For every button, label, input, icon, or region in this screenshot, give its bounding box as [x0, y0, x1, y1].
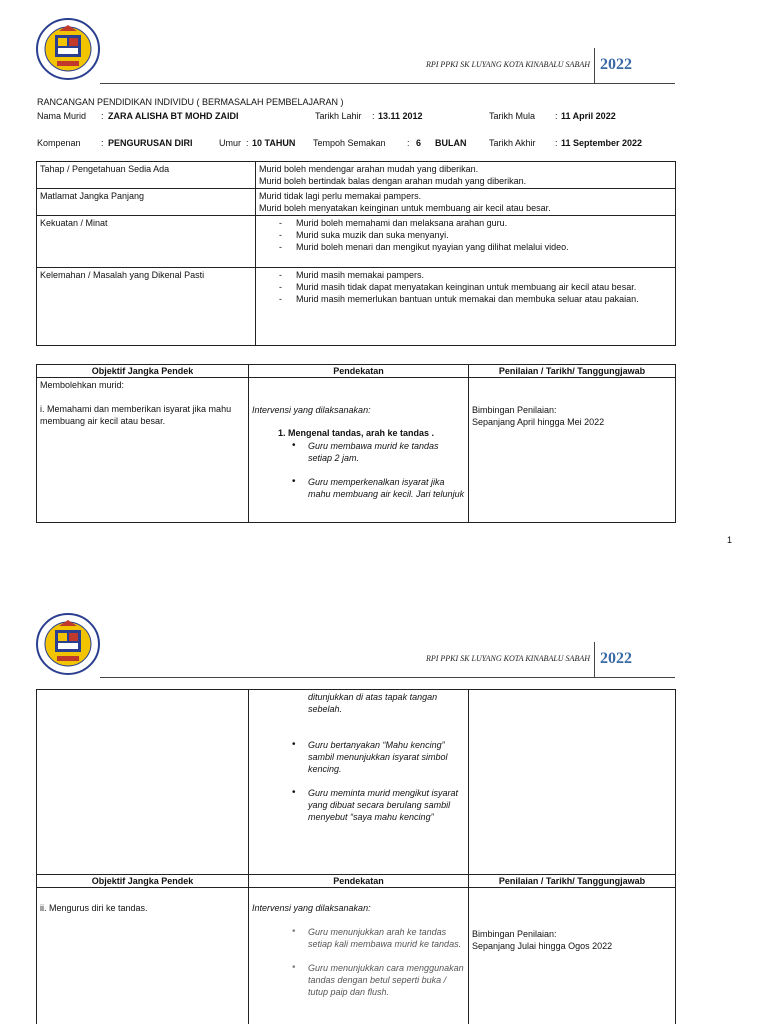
header-rule [100, 83, 675, 84]
nama-label: Nama Murid [37, 111, 87, 121]
tempoh-unit: BULAN [435, 138, 467, 148]
col-header-penilaian: Penilaian / Tarikh/ Tanggungjawab [469, 365, 676, 378]
nama-value: ZARA ALISHA BT MOHD ZAIDI [108, 111, 239, 121]
list-item: - Murid masih tidak dapat menyatakan keinginan untuk membuang air kecil atau besar. [259, 281, 672, 293]
school-name: RPI PPKI SK LUYANG KOTA KINABALU SABAH [425, 654, 590, 663]
bullet-continuation: ditunjukkan di atas tapak tangan sebelah. [308, 692, 438, 714]
profile-line: Murid boleh menyatakan keinginan untuk membuang air kecil atau besar. [259, 203, 551, 213]
list-item: - Murid boleh menari dan mengikut nyayian yang dilihat melalui video. [259, 241, 672, 253]
profile-label: Kekuatan / Minat [37, 216, 256, 268]
profile-label: Matlamat Jangka Panjang [37, 189, 256, 216]
penilaian-cell [469, 690, 676, 875]
plan-table-1 [36, 364, 676, 523]
kelemahan-list [259, 269, 672, 305]
pendekatan-list [252, 440, 465, 500]
list-item: - Murid masih memerlukan bantuan untuk memakai dan membuka seluar atau pakaian. [259, 293, 672, 305]
tempoh-colon: : [407, 138, 410, 148]
objektif-cell [37, 690, 249, 875]
lahir-label: Tarikh Lahir [315, 111, 362, 121]
pendekatan-cell [249, 888, 469, 1024]
objektif-cell [37, 888, 249, 1024]
profile-value [256, 189, 676, 216]
lahir-colon: : [372, 111, 375, 121]
table-row [37, 888, 676, 1024]
page-header [0, 642, 768, 678]
profile-label: Tahap / Pengetahuan Sedia Ada [37, 162, 256, 189]
objektif-intro: Membolehkan murid: [40, 380, 125, 390]
table-row [37, 189, 676, 216]
lahir-value: 13.11 2012 [378, 111, 423, 121]
profile-line: Murid tidak lagi perlu memakai pampers. [259, 191, 422, 201]
col-header-pendekatan: Pendekatan [249, 365, 469, 378]
komponen-label: Kompenan [37, 138, 81, 148]
objektif-text: i. Memahami dan memberikan isyarat jika mahu membuang air kecil atau besar. [40, 404, 232, 426]
header-year: 2022 [600, 650, 632, 667]
col-header-objektif: Objektif Jangka Pendek [37, 875, 249, 888]
list-item: • Guru membawa murid ke tandas setiap 2 jam. [252, 440, 465, 464]
table-header-row [37, 365, 676, 378]
table-row [37, 378, 676, 523]
intervensi-label: Intervensi yang dilaksanakan: [252, 405, 371, 415]
objektif-cell [37, 378, 249, 523]
akhir-label: Tarikh Akhir [489, 138, 536, 148]
profile-line: Murid boleh bertindak balas dengan arahan mudah yang diberikan. [259, 176, 527, 186]
profile-value [256, 268, 676, 346]
penilaian-cell [469, 888, 676, 1024]
komponen-value: PENGURUSAN DIRI [108, 138, 193, 148]
penilaian-label: Bimbingan Penilaian: [472, 405, 557, 415]
school-name: RPI PPKI SK LUYANG KOTA KINABALU SABAH [425, 60, 590, 69]
profile-value [256, 216, 676, 268]
list-item: - Murid masih memakai pampers. [259, 269, 672, 281]
tempoh-value: 6 [416, 138, 422, 148]
page-number: 1 [727, 535, 733, 545]
header-divider [594, 642, 595, 678]
tempoh-label: Tempoh Semakan [313, 138, 386, 148]
pendekatan-list [252, 739, 465, 823]
col-header-objektif: Objektif Jangka Pendek [37, 365, 249, 378]
col-header-pendekatan: Pendekatan [249, 875, 469, 888]
list-item: • Guru meminta murid mengikut isyarat yang dibuat secara berulang sambil menyebut “saya mahu kencing” [252, 787, 465, 823]
pendekatan-cell [249, 690, 469, 875]
list-item: - Murid boleh memahami dan melaksana arahan guru. [259, 217, 672, 229]
table-row [37, 216, 676, 268]
document-title: RANCANGAN PENDIDIKAN INDIVIDU ( BERMASALAH PEMBELAJARAN ) [37, 97, 344, 107]
akhir-value: 11 September 2022 [561, 138, 643, 148]
list-item: • Guru memperkenalkan isyarat jika mahu membuang air kecil. Jari telunjuk [252, 476, 465, 500]
kekuatan-list [259, 217, 672, 253]
umur-colon: : [246, 138, 249, 148]
pendekatan-cell [249, 378, 469, 523]
penilaian-label: Bimbingan Penilaian: [472, 929, 557, 939]
table-header-row [37, 875, 676, 888]
mula-colon: : [555, 111, 558, 121]
table-row [37, 268, 676, 346]
plan-table-2 [36, 689, 676, 1024]
profile-line: Murid boleh mendengar arahan mudah yang diberikan. [259, 164, 479, 174]
mula-label: Tarikh Mula [489, 111, 536, 121]
profile-value [256, 162, 676, 189]
document-page-2 [0, 596, 768, 1024]
penilaian-date: Sepanjang April hingga Mei 2022 [472, 417, 605, 427]
mula-value: 11 April 2022 [561, 111, 616, 121]
intervensi-label: Intervensi yang dilaksanakan: [252, 903, 371, 913]
penilaian-cell [469, 378, 676, 523]
nama-colon: : [101, 111, 104, 121]
header-divider [594, 48, 595, 84]
table-row [37, 690, 676, 875]
list-item: • Guru menunjukkan arah ke tandas setiap kali membawa murid ke tandas. [252, 926, 465, 950]
list-item: • Guru bertanyakan “Mahu kencing” sambil menunjukkan isyarat simbol kencing. [252, 739, 465, 775]
akhir-colon: : [555, 138, 558, 148]
table-row [37, 162, 676, 189]
info-row-1 [37, 111, 677, 123]
komponen-colon: : [101, 138, 104, 148]
umur-value: 10 TAHUN [252, 138, 296, 148]
page-header [0, 48, 768, 84]
step-1: 1. Mengenal tandas, arah ke tandas . [278, 428, 435, 438]
penilaian-date: Sepanjang Julai hingga Ogos 2022 [472, 941, 613, 951]
list-item: • Guru menunjukkan cara menggunakan tandas dengan betul seperti buka / tutup paip dan flush. [252, 962, 465, 998]
col-header-penilaian: Penilaian / Tarikh/ Tanggungjawab [469, 875, 676, 888]
profile-table [36, 161, 676, 346]
pendekatan-list [252, 926, 465, 998]
header-rule [100, 677, 675, 678]
header-year: 2022 [600, 56, 632, 73]
umur-label: Umur [219, 138, 241, 148]
profile-label: Kelemahan / Masalah yang Dikenal Pasti [37, 268, 256, 346]
info-row-2 [37, 138, 677, 150]
objektif-text: ii. Mengurus diri ke tandas. [40, 903, 148, 913]
list-item: - Murid suka muzik dan suka menyanyi. [259, 229, 672, 241]
